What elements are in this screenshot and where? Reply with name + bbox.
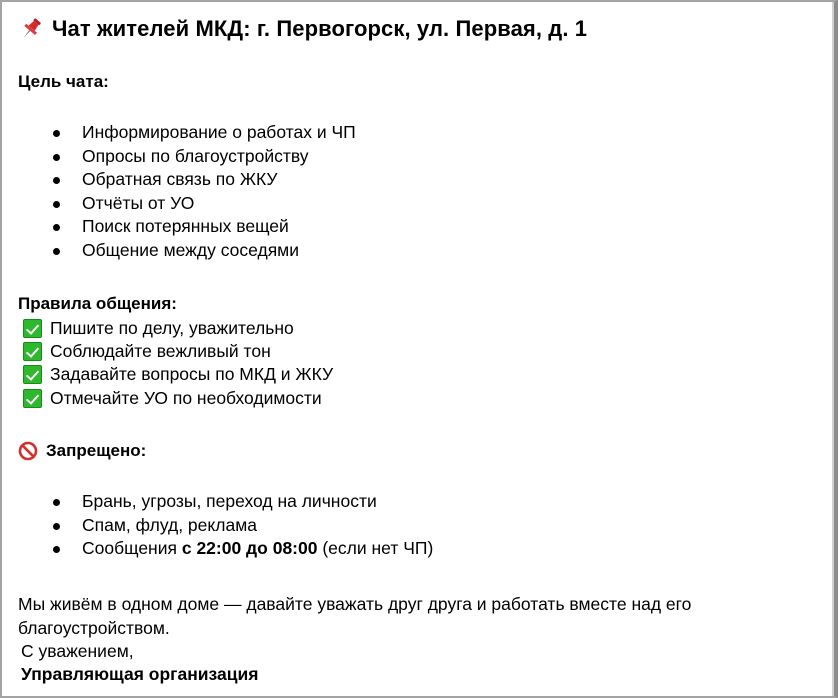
signature: Управляющая организация xyxy=(21,664,259,684)
goal-heading: Цель чата: xyxy=(18,72,109,91)
rule-text: Пишите по делу, уважительно xyxy=(50,318,294,338)
rule-text: Соблюдайте вежливый тон xyxy=(50,341,271,362)
list-item: Поиск потерянных вещей xyxy=(50,215,356,239)
goal-list xyxy=(50,121,356,263)
checkmark-icon xyxy=(23,342,42,361)
checkmark-icon xyxy=(23,365,42,384)
rule-item xyxy=(23,363,333,386)
rule-item xyxy=(23,340,333,363)
closing-paragraph: Мы живём в одном доме — давайте уважать друг друга и работать вместе над его благоустройством. xyxy=(18,594,692,638)
rules-list xyxy=(23,317,333,410)
rule-text: Отмечайте УО по необходимости xyxy=(50,387,322,408)
checkmark-icon xyxy=(23,319,42,338)
page-title: Чат жителей МКД: г. Первогорск, ул. Первая, д. 1 xyxy=(52,16,588,41)
forbidden-heading-row xyxy=(18,440,146,462)
time-prefix: Сообщения xyxy=(82,538,182,559)
list-item: Спам, флуд, реклама xyxy=(50,514,433,538)
rule-item xyxy=(23,387,333,410)
time-suffix: (если нет ЧП) xyxy=(317,538,434,559)
list-item: Информирование о работах и ЧП xyxy=(50,121,356,145)
checkmark-icon xyxy=(23,389,42,408)
list-item xyxy=(50,537,433,561)
forbidden-list xyxy=(50,490,433,561)
list-item: Общение между соседями xyxy=(50,239,356,263)
list-item: Опросы по благоустройству xyxy=(50,145,356,169)
regards-line: С уважением, xyxy=(21,641,134,661)
title-row xyxy=(18,14,587,44)
list-item: Обратная связь по ЖКУ xyxy=(50,168,356,192)
time-range: с 22:00 до 08:00 xyxy=(181,538,318,559)
list-item: Брань, угрозы, переход на личности xyxy=(50,490,433,514)
rule-text: Задавайте вопросы по МКД и ЖКУ xyxy=(50,364,334,385)
pushpin-icon xyxy=(18,16,44,42)
list-item: Отчёты от УО xyxy=(50,192,356,216)
forbidden-heading: Запрещено: xyxy=(46,441,147,460)
rules-heading: Правила общения: xyxy=(18,294,177,313)
rule-item xyxy=(23,317,333,340)
prohibited-icon xyxy=(18,441,38,461)
